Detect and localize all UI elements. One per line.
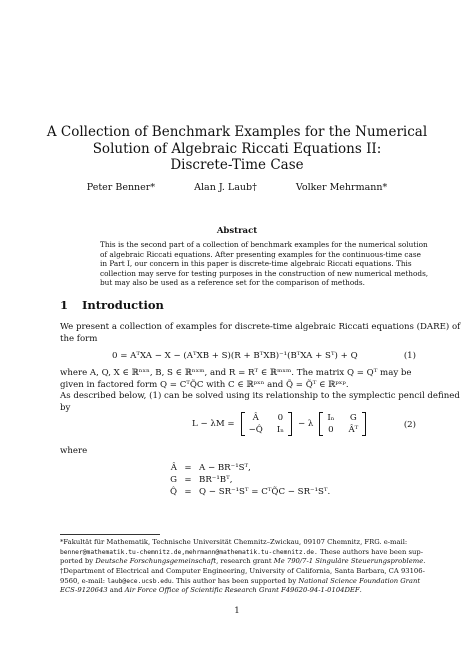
footnote-line: †Department of Electrical and Computer Engineering, University of California, Santa Barbara, CA 93106- [60,567,425,575]
title-line: Solution of Algebraic Riccati Equations II: [92,140,382,157]
matrix-1 [241,412,292,436]
text-line: where A, Q, X ∈ ℝⁿˣⁿ, B, S ∈ ℝⁿˣᵐ, and R = Rᵀ ∈ ℝᵐˣᵐ. The matrix Q = Qᵀ may be [60,368,412,378]
author: Peter Benner* [86,182,156,193]
text-line: As described below, (1) can be solved using its relationship to the symplectic pencil defined [60,391,460,401]
definition-block [153,462,330,498]
right-bracket [288,412,292,436]
matrix-entry: 0 [328,425,334,435]
text-line: given in factored form Q = CᵀQ̃C with C ∈ ℝᵖˣⁿ and Q̃ = Q̃ᵀ ∈ ℝᵖˣᵖ. [60,379,349,390]
footnote-line: ported by Deutsche Forschungsgemeinschaft, research grant Me 790/7-1 Singuläre Steuerungsprobleme. [60,557,426,565]
definition-row: Â = A − BR⁻¹Sᵀ, [170,463,251,473]
email-link[interactable]: benner@mathematik.tu-chemnitz.de,mehrmann@mathematik.tu-chemnitz.de. [60,548,318,556]
page-number: 1 [234,606,240,616]
footnote-line: *Fakultät für Mathematik, Technische Universität Chemnitz–Zwickau, 09107 Chemnitz, FRG. e-mail: [60,538,408,546]
matrix-entry: Iₙ [276,425,284,435]
equation-number: (1) [403,351,416,361]
matrix-entry: −Q̂ [248,425,263,435]
footnote-rule [60,534,160,535]
abstract-heading: Abstract [216,226,258,236]
title-line: Discrete-Time Case [170,157,304,173]
paper-title [0,124,474,174]
abstract-line: in Part I, our concern in this paper is discrete-time algebraic Riccati equations. This [100,259,412,269]
where-paragraph [60,368,460,414]
abstract-line: collection may serve for testing purposes in the construction of new numerical methods, [100,268,429,278]
matrix-2 [319,412,366,436]
footnote-2 [60,567,425,596]
right-bracket [362,412,366,436]
pencil-lhs: L − λM = [192,419,235,429]
definition-row: Q̂ = Q − SR⁻¹Sᵀ = CᵀQ̃C − SR⁻¹Sᵀ. [169,487,331,497]
matrix-entry: 0 [277,413,284,423]
text-line: We present a collection of examples for discrete-time algebraic Riccati equations (DARE) of [60,322,461,332]
email-link[interactable]: laub@ece.ucsb.edu [107,577,172,585]
matrix-entry: Âᵀ [348,425,359,435]
matrix-entry: G [349,413,357,423]
title-line: A Collection of Benchmark Examples for the Numerical [46,124,428,140]
section-heading [60,298,164,312]
matrix-entry: Â [252,413,259,423]
section-title: Introduction [82,298,164,312]
equation-number: (2) [403,420,416,430]
section-number: 1 [60,298,69,312]
abstract-line: but may also be used as a reference set for the comparison of methods. [100,278,365,288]
equation-2 [192,412,366,436]
abstract-body [100,240,429,288]
author: Volker Mehrmann* [295,182,388,193]
matrix-entry: Iₙ [327,413,335,423]
lambda-term: − λ [297,419,314,429]
author: Alan J. Laub† [194,182,257,193]
intro-paragraph [60,322,461,345]
where-label: where [60,446,88,456]
abstract-line: of algebraic Riccati equations. After presenting examples for the continuous-time case [100,249,421,259]
abstract-line: This is the second part of a collection of benchmark examples for the numerical solution [100,240,428,249]
footnote-line: benner@mathematik.tu-chemnitz.de,mehrmann@mathematik.tu-chemnitz.de. These authors have been sup- [60,547,423,556]
footnote-line: ECS-9120643 and Air Force Office of Scientific Research Grant F49620-94-1-0104DEF. [60,586,362,594]
footnote-1 [60,538,425,567]
text-line: the form [60,333,98,344]
equation-1: 0 = AᵀXA − X − (AᵀXB + S)(R + BᵀXB)⁻¹(BᵀXA + Sᵀ) + Q [112,351,358,361]
author-list [0,182,474,193]
text-line: by [60,402,71,413]
definition-row: G = BR⁻¹Bᵀ, [170,475,233,485]
footnote-line: 9560, e-mail: laub@ece.ucsb.edu. This author has been supported by National Science Foundation Grant [60,576,421,585]
